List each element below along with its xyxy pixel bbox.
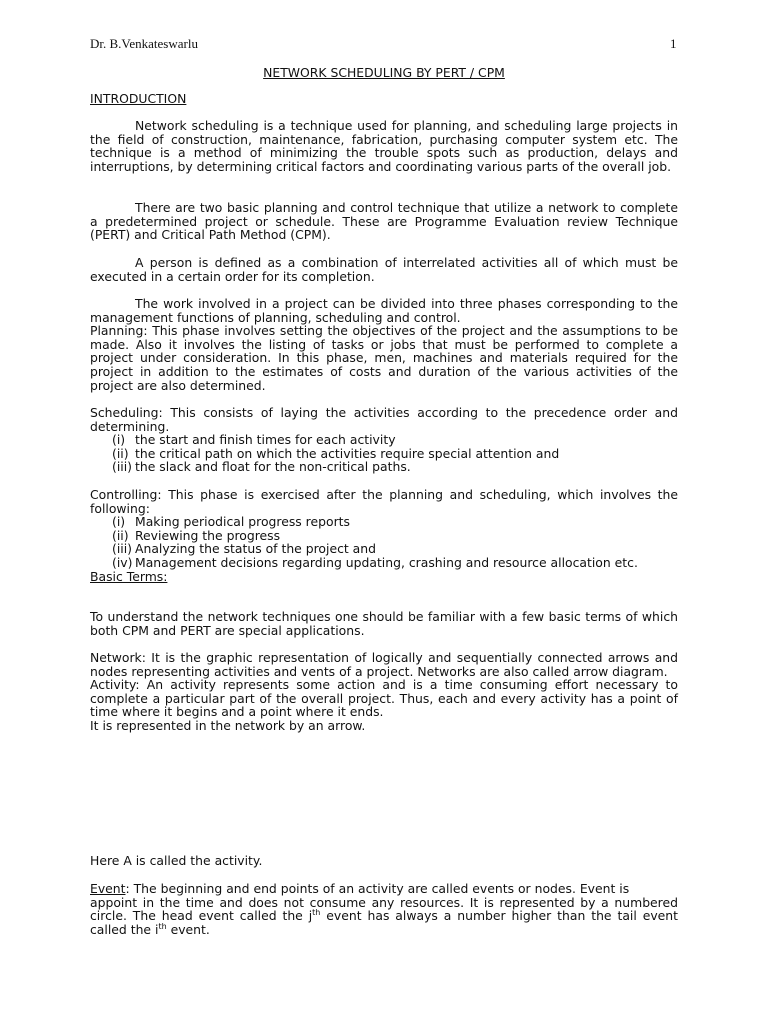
paragraph-here-a [90,854,678,868]
section-scheduling [90,406,678,474]
list-item-number: (iv) [112,554,133,570]
paragraph-person-definition [90,256,678,283]
event-text-b: event has always a number higher than the tail event called the i [90,908,678,937]
paragraph-text: To understand the network techniques one should be familiar with a few basic terms of which both CPM and PERT are special applications. [90,609,678,638]
section-heading-introduction: INTRODUCTION [90,91,187,106]
paragraph-text: There are two basic planning and control technique that utilize a network to complete a predetermined project or schedule. These are Programme Evaluation review Technique (PERT) and Critical Path Method (CPM). [90,200,678,243]
list-item-text: Analyzing the status of the project and [135,541,376,557]
list-item-text: the start and finish times for each activity [135,432,396,448]
list-item-number: (ii) [112,527,129,543]
section-network-activity [90,651,678,733]
paragraph-basic-terms [90,610,678,637]
term-event: Event [90,881,126,896]
paragraph-network: Network: It is the graphic representation of logically and sequentially connected arrows and nodes representing activities and vents of a project. Networks are also called arrow diagram. [90,650,678,679]
event-text-a: appoint in the time and does not consume any resources. It is represented by a numbered circle. The head event called the j [90,894,678,924]
list-item-text: Reviewing the progress [135,527,281,543]
paragraph-event-line2 [90,896,678,937]
list-item-text: the critical path on which the activities require special attention and [135,445,560,461]
section-event [90,882,678,936]
page-number: 1 [670,36,677,51]
list-item [90,433,678,447]
paragraph-scheduling: Scheduling: This consists of laying the activities according to the precedence order and determining. [90,405,678,434]
list-item [90,542,678,556]
list-item-number: (i) [112,514,126,530]
section-controlling [90,488,678,583]
list-item-text: the slack and float for the non-critical paths. [135,459,411,475]
superscript-th: th [312,908,321,918]
paragraph-event-line1 [90,882,678,896]
list-item-number: (i) [112,432,126,448]
paragraph-techniques [90,201,678,242]
list-item-text: Making periodical progress reports [135,514,350,530]
paragraph-text: Here A is called the activity. [90,853,263,868]
paragraph-activity: Activity: An activity represents some action and is a time consuming effort necessary to complete a particular part of the overall project. Thus, each and every activity has a point of time where it begins and a point where it ends. [90,677,678,720]
paragraph-text: A person is defined as a combination of interrelated activities all of which must be executed in a certain order for its completion. [90,255,678,284]
paragraph-controlling: Controlling: This phase is exercised after the planning and scheduling, which involves the following: [90,487,678,516]
list-item-number: (iii) [112,459,132,475]
paragraph-network-scheduling [90,119,678,173]
paragraph-text: The work involved in a project can be divided into three phases corresponding to the management functions of planning, scheduling and control. [90,296,678,325]
list-item [90,460,678,474]
paragraph-planning: Planning: This phase involves setting the objectives of the project and the assumptions to be made. Also it involves the listing of tasks or jobs that must be performed to complete a project under consideration. In this phase, men, machines and materials required for the project in addition to the estimates of costs and duration of the various activities of the project are also determined. [90,323,678,393]
list-item [90,447,678,461]
section-heading-basic-terms: Basic Terms: [90,568,168,584]
event-definition-start: : The beginning and end points of an activity are called events or nodes. Event is [125,881,630,896]
paragraph-text: Network scheduling is a technique used for planning, and scheduling large projects in the field of construction, maintenance, fabrication, purchasing computer system etc. The technique is a method of minimizing the trouble spots such as production, delays and interruptions, by determining critical factors and coordinating various parts of the overall job. [90,118,678,174]
list-item [90,556,678,570]
document-title: NETWORK SCHEDULING BY PERT / CPM [263,65,505,80]
superscript-th: th [158,921,167,931]
list-item-text: Management decisions regarding updating, crashing and resource allocation etc. [135,554,638,570]
header-author: Dr. B.Venkateswarlu [90,36,198,51]
list-item [90,515,678,529]
event-text-c: event. [166,921,210,937]
list-item-number: (ii) [112,445,129,461]
paragraph-arrow: It is represented in the network by an arrow. [90,717,366,733]
paragraph-phases [90,297,678,392]
list-item [90,529,678,543]
list-item-number: (iii) [112,541,132,557]
